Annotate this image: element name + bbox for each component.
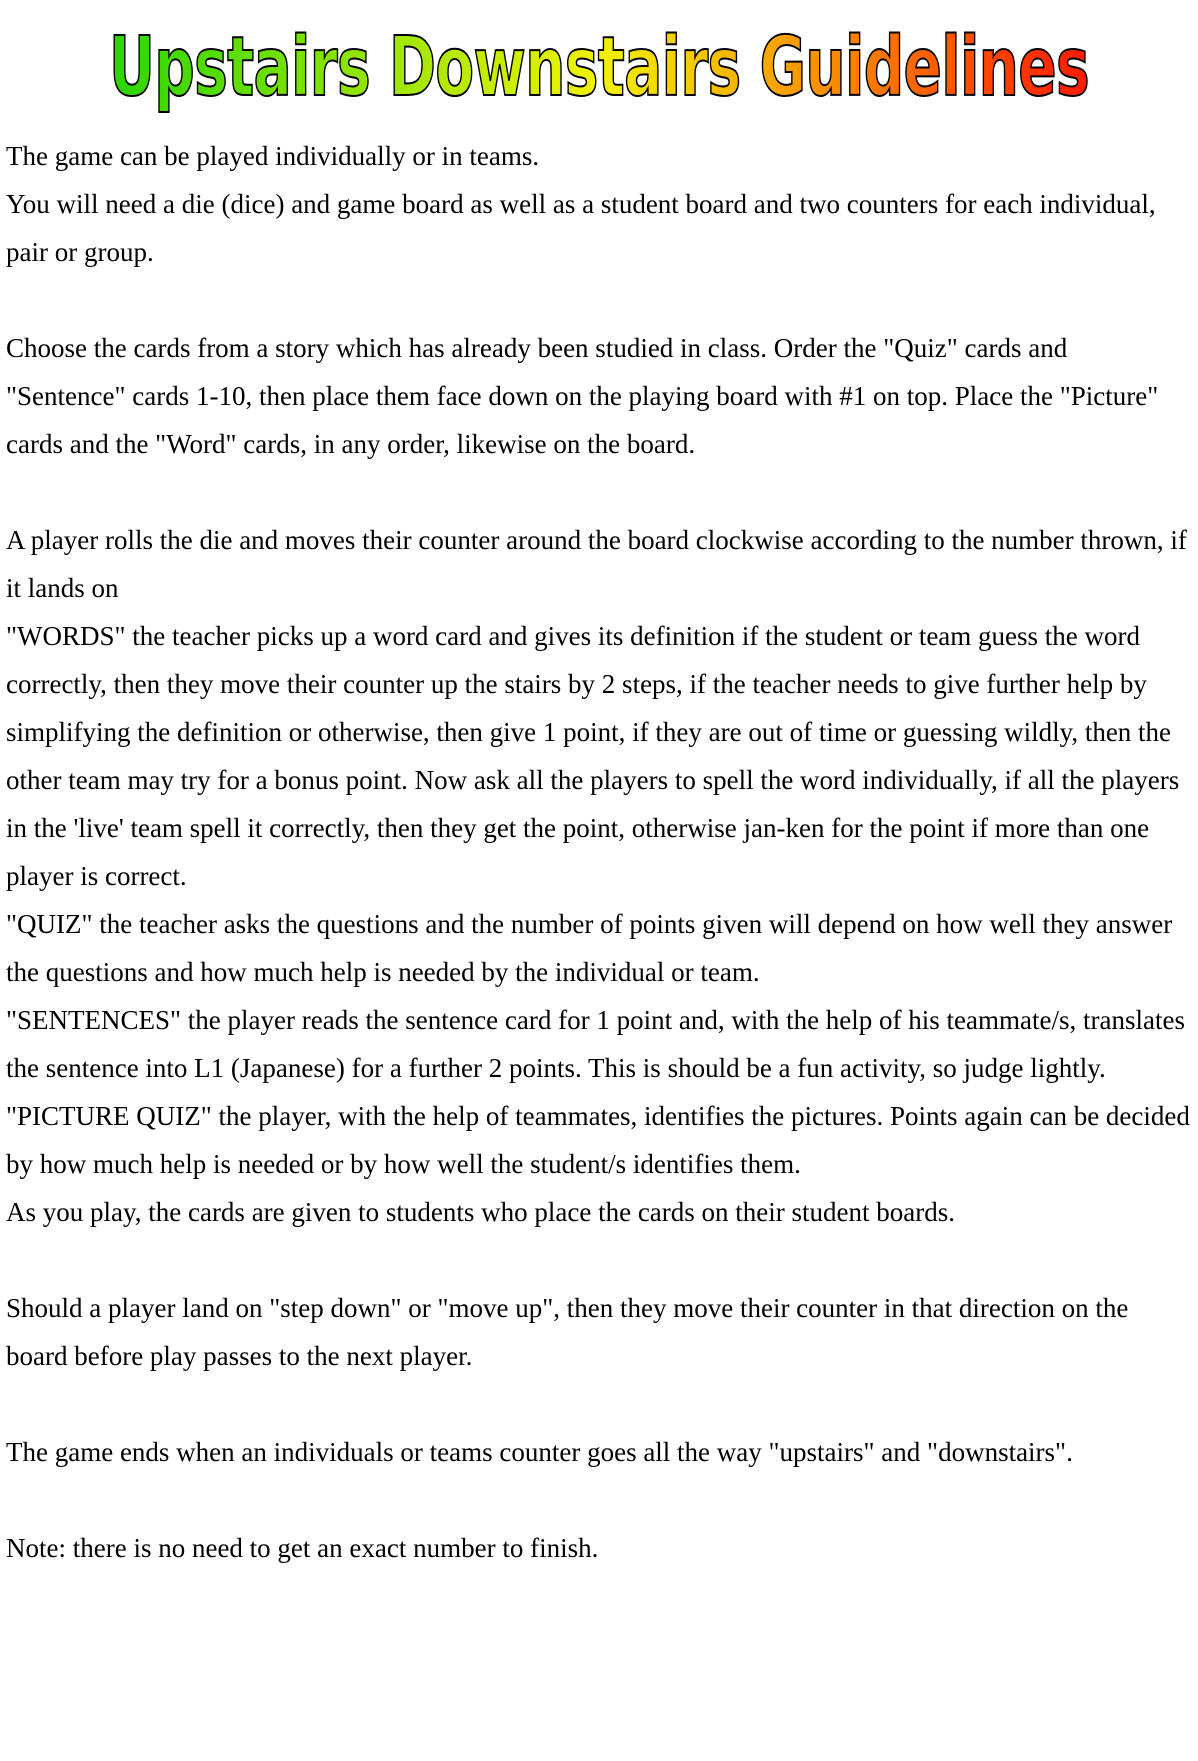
title-wordart xyxy=(0,0,1198,125)
page-title: Upstairs Downstairs Guidelines xyxy=(109,20,1089,115)
paragraph-step-move: Should a player land on "step down" or "move up", then they move their counter in that direction on the board before play passes to the next player. xyxy=(6,1293,1136,1371)
paragraph-end: The game ends when an individuals or teams counter goes all the way "upstairs" and "downstairs". xyxy=(6,1437,1073,1467)
paragraph-quiz: "QUIZ" the teacher asks the questions and the number of points given will depend on how well they answer the questions and how much help is needed by the individual or team. xyxy=(6,909,1180,987)
paragraph-sentences: "SENTENCES" the player reads the sentence card for 1 point and, with the help of his teammate/s, translates the sentence into L1 (Japanese) for a further 2 points. This is should be a fun activity, so judge lightly. xyxy=(6,1005,1192,1083)
title-banner xyxy=(0,0,1198,125)
paragraph-picture-quiz: "PICTURE QUIZ" the player, with the help of teammates, identifies the pictures. Points again can be decided by how much help is needed or by how well the student/s identifies them. xyxy=(6,1101,1197,1179)
paragraph-setup: Choose the cards from a story which has already been studied in class. Order the "Quiz" cards and "Sentence" cards 1-10, then place them face down on the playing board with #1 on top. Place the "Picture" cards and the "Word" cards, in any order, likewise on the board. xyxy=(6,333,1165,459)
paragraph-note: Note: there is no need to get an exact number to finish. xyxy=(6,1533,599,1563)
paragraph-cards: As you play, the cards are given to students who place the cards on their student boards. xyxy=(6,1197,955,1227)
paragraph-intro: The game can be played individually or in teams. xyxy=(6,141,540,171)
paragraph-play: A player rolls the die and moves their counter around the board clockwise according to the number thrown, if it lands on xyxy=(6,525,1194,603)
guidelines-body xyxy=(6,132,1197,1572)
paragraph-materials: You will need a die (dice) and game board as well as a student board and two counters for each individual, pair or group. xyxy=(6,189,1163,267)
paragraph-words: "WORDS" the teacher picks up a word card and gives its definition if the student or team guess the word correctly, then they move their counter up the stairs by 2 steps, if the teacher needs to give further help by simplifying the definition or otherwise, then give 1 point, if they are out of time or guessing wildly, then the other team may try for a bonus point. Now ask all the players to spell the word individually, if all the players in the 'live' team spell it correctly, then they get the point, otherwise jan-ken for the point if more than one player is correct. xyxy=(6,621,1186,891)
